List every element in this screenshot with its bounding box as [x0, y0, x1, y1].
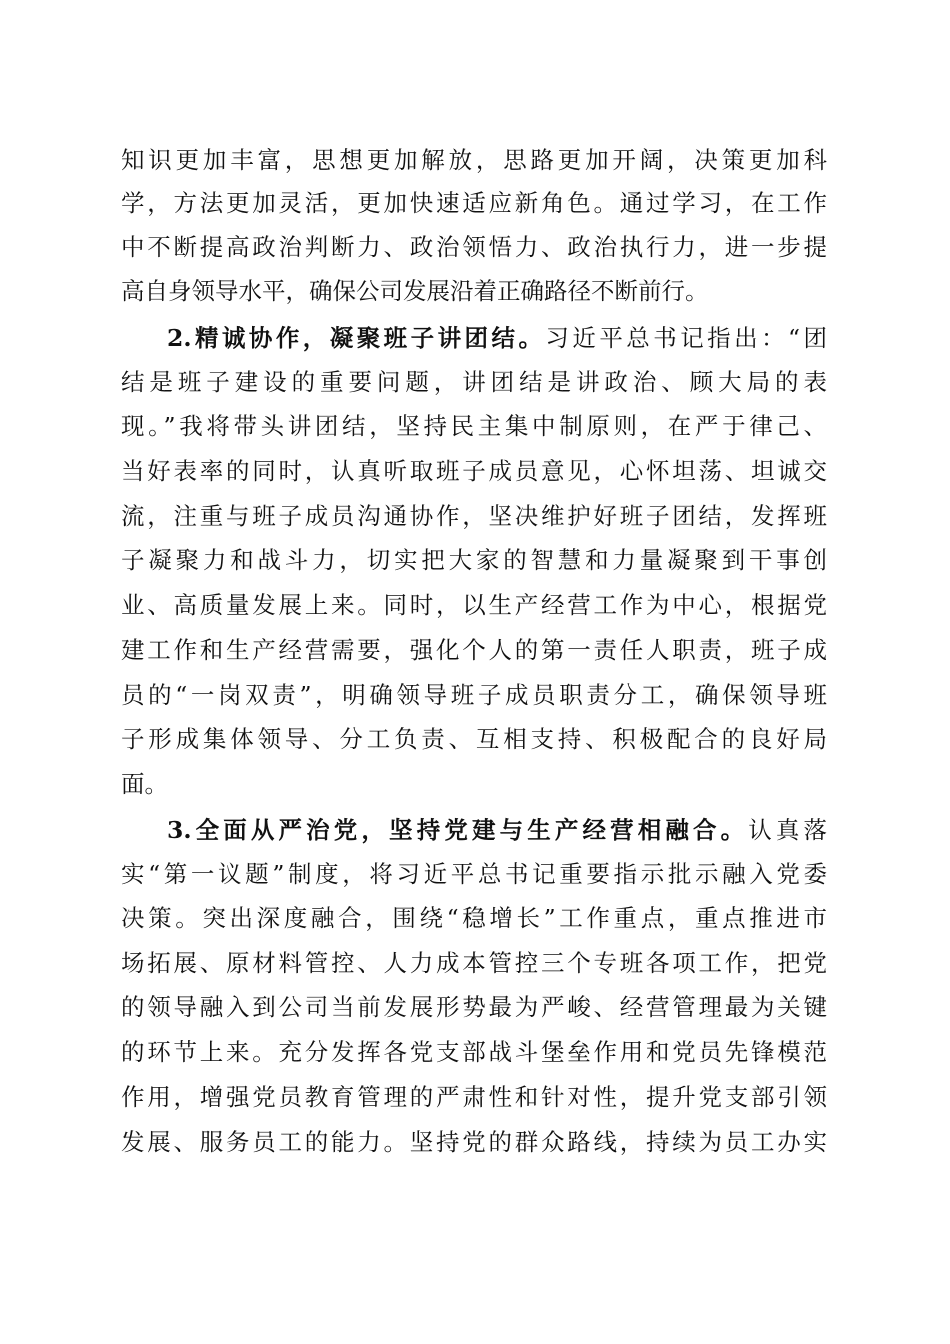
paragraph-line: 子凝聚力和战斗力，切实把大家的智慧和力量凝聚到干事创	[121, 546, 827, 574]
paragraph-line: 现。”我将带头讲团结，坚持民主集中制原则，在严于律己、	[121, 412, 827, 440]
section-heading-2: 2.精诚协作，凝聚班子讲团结。	[167, 324, 546, 352]
paragraph-line: 子形成集体领导、分工负责、互相支持、积极配合的良好局	[121, 725, 827, 753]
paragraph-line: 实“第一议题”制度，将习近平总书记重要指示批示融入党委	[121, 860, 827, 888]
paragraph-line: 学，方法更加灵活，更加快速适应新角色。通过学习，在工作	[121, 189, 827, 217]
paragraph-line: 的环节上来。充分发挥各党支部战斗堡垒作用和党员先锋模范	[121, 1038, 827, 1066]
section-2-first-line	[167, 320, 827, 356]
paragraph-line: 结是班子建设的重要问题，讲团结是讲政治、顾大局的表	[121, 368, 827, 396]
paragraph-line: 面。	[121, 770, 168, 798]
paragraph-text: 习近平总书记指出：“团	[545, 324, 827, 352]
paragraph-text: 认真落	[748, 816, 827, 844]
section-heading-3: 3.全面从严治党，坚持党建与生产经营相融合。	[167, 816, 749, 844]
paragraph-line: 发展、服务员工的能力。坚持党的群众路线，持续为员工办实	[121, 1128, 827, 1156]
paragraph-line: 的领导融入到公司当前发展形势最为严峻、经营管理最为关键	[121, 993, 827, 1021]
section-3-first-line	[167, 812, 827, 848]
paragraph-line: 员的“一岗双责”，明确领导班子成员职责分工，确保领导班	[121, 681, 827, 709]
paragraph-line: 场拓展、原材料管控、人力成本管控三个专班各项工作，把党	[121, 949, 827, 977]
paragraph-line: 中不断提高政治判断力、政治领悟力、政治执行力，进一步提	[121, 233, 827, 261]
paragraph-line: 业、高质量发展上来。同时，以生产经营工作为中心，根据党	[121, 591, 827, 619]
paragraph-line: 流，注重与班子成员沟通协作，坚决维护好班子团结，发挥班	[121, 502, 827, 530]
paragraph-line: 高自身领导水平，确保公司发展沿着正确路径不断前行。	[121, 277, 709, 305]
paragraph-line: 当好表率的同时，认真听取班子成员意见，心怀坦荡、坦诚交	[121, 457, 827, 485]
paragraph-line: 知识更加丰富，思想更加解放，思路更加开阔，决策更加科	[121, 146, 827, 174]
paragraph-line: 建工作和生产经营需要，强化个人的第一责任人职责，班子成	[121, 636, 827, 664]
paragraph-line: 决策。突出深度融合，围绕“稳增长”工作重点，重点推进市	[121, 904, 827, 932]
paragraph-line: 作用，增强党员教育管理的严肃性和针对性，提升党支部引领	[121, 1083, 827, 1111]
